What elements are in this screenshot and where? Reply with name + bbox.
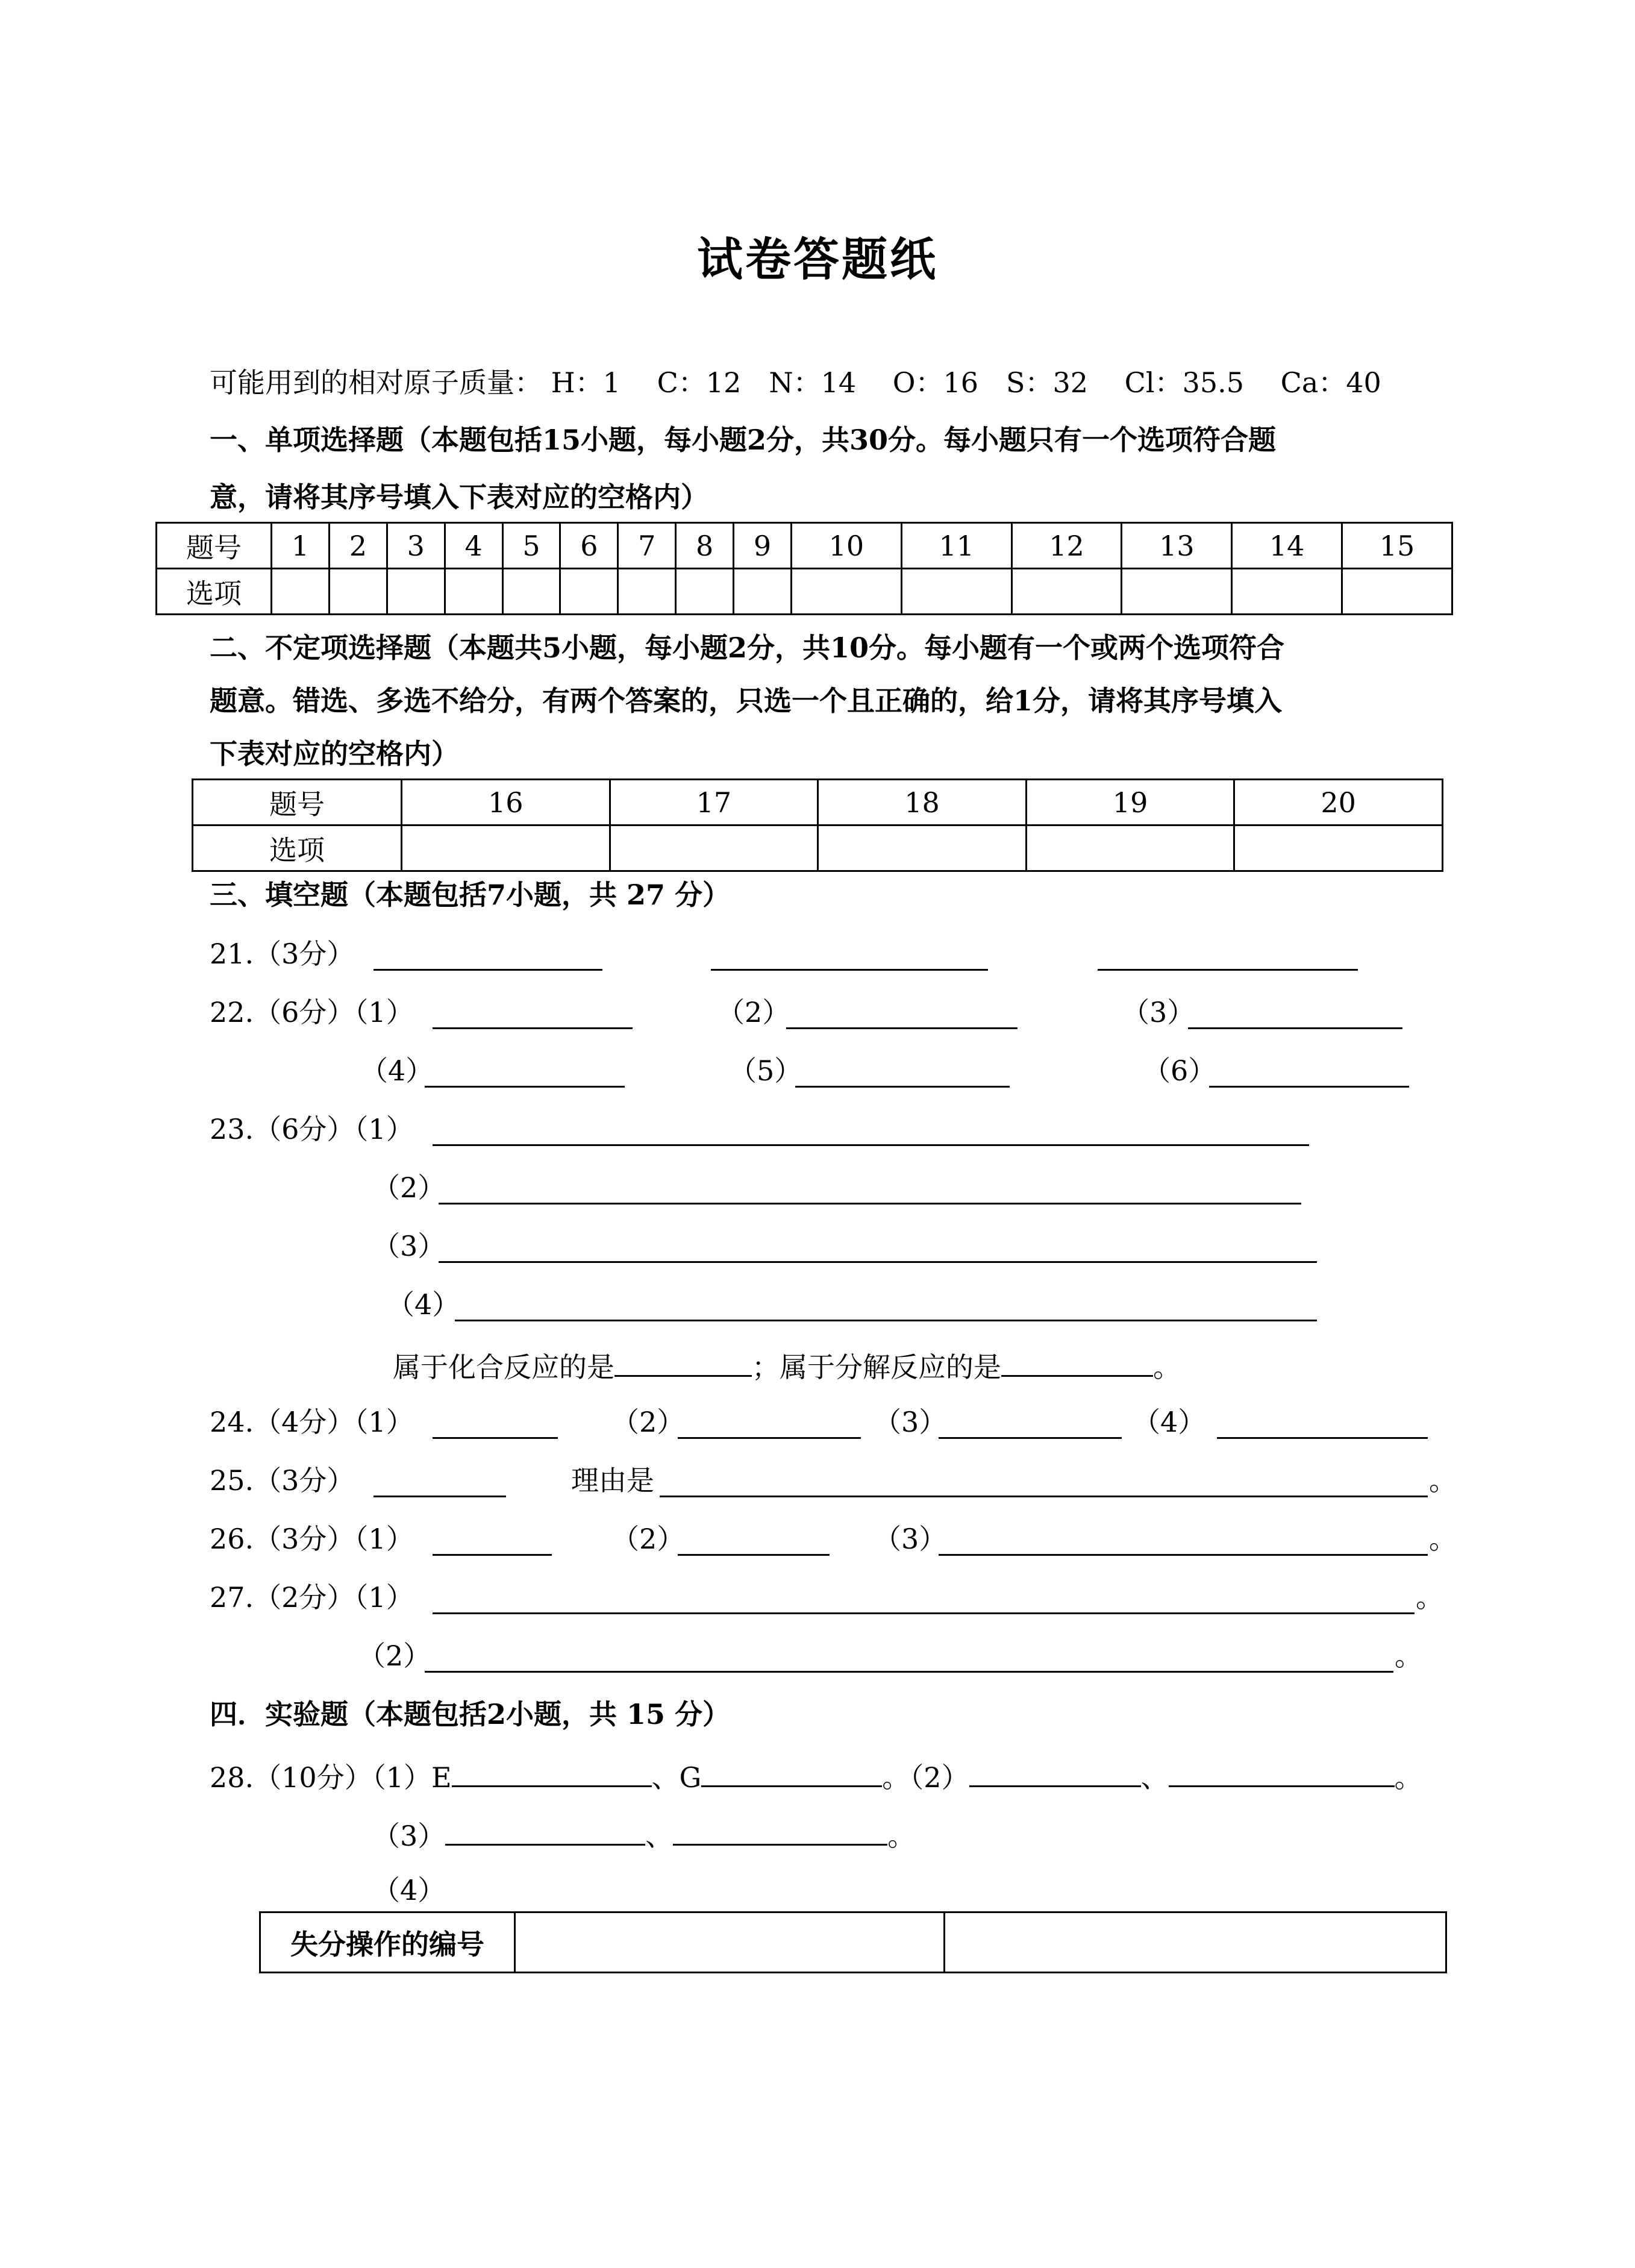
q22-label: 22.（6分）（1） <box>210 996 414 1029</box>
q25-blank-1[interactable] <box>374 1496 506 1497</box>
q24-part4-label: （4） <box>1133 1406 1206 1438</box>
q23-part4-label: （4） <box>387 1288 460 1321</box>
q26-blank-1[interactable] <box>433 1554 552 1556</box>
section1-question-number: 1 <box>272 523 330 569</box>
section1-answer-cell[interactable] <box>618 569 676 615</box>
section1-heading-line1: 一、单项选择题（本题包括15小题，每小题2分，共30分。每小题只有一个选项符合题 <box>210 424 1277 456</box>
section2-question-number: 16 <box>402 780 610 825</box>
section2-answer-cell[interactable] <box>1026 825 1234 871</box>
q23-combination-label: 属于化合反应的是 <box>393 1351 614 1383</box>
q28-sep-2: 、 <box>645 1820 674 1852</box>
q23-decomposition-label: ；属于分解反应的是 <box>752 1351 1001 1383</box>
section1-answer-cell[interactable] <box>272 569 330 615</box>
q28-lost-points-cell-1[interactable] <box>515 1912 945 1973</box>
q28-lost-points-row <box>260 1912 1446 1973</box>
q28-g-label: 、G <box>651 1761 702 1794</box>
section3-heading: 三、填空题（本题包括7小题，共 27 分） <box>210 879 731 911</box>
q24-blank-1[interactable] <box>433 1437 558 1439</box>
q28-label: 28.（10分）（1）E <box>210 1761 452 1794</box>
section2-answer-cell[interactable] <box>402 825 610 871</box>
q23-label: 23.（6分）（1） <box>210 1113 414 1145</box>
q22-blank-1[interactable] <box>433 1027 633 1029</box>
section1-answer-cell[interactable] <box>792 569 902 615</box>
q23-blank-1[interactable] <box>433 1144 1309 1146</box>
section1-question-number: 5 <box>502 523 560 569</box>
q22-part3-label: （3） <box>1122 996 1195 1029</box>
section1-answer-cell[interactable] <box>734 569 792 615</box>
section2-question-number: 17 <box>610 780 818 825</box>
q26-blank-3[interactable] <box>939 1554 1428 1556</box>
q27-part2-label: （2） <box>358 1640 431 1672</box>
q22-part5-label: （5） <box>729 1054 802 1087</box>
q21-label: 21.（3分） <box>210 938 355 970</box>
q24-part2-label: （2） <box>611 1406 685 1438</box>
q23-combination-blank[interactable] <box>614 1345 752 1377</box>
section1-answer-cell[interactable] <box>502 569 560 615</box>
section2-number-row <box>193 780 1443 825</box>
section1-row-header-num: 题号 <box>157 523 272 569</box>
q28-period-1: 。 <box>1394 1761 1422 1794</box>
q22-blank-3[interactable] <box>1188 1027 1402 1029</box>
q26-part2-label: （2） <box>611 1523 685 1555</box>
section1-answer-cell[interactable] <box>445 569 502 615</box>
q23-reaction-line <box>393 1345 1181 1385</box>
section2-heading-line3: 下表对应的空格内） <box>210 738 459 770</box>
page-title: 试卷答题纸 <box>697 233 938 286</box>
section2-row-header-num: 题号 <box>193 780 402 825</box>
section1-answer-cell[interactable] <box>1232 569 1342 615</box>
q28-part2-blank-1[interactable] <box>969 1755 1141 1787</box>
q28-part3-blank-2[interactable] <box>673 1814 887 1846</box>
section2-question-number: 19 <box>1026 780 1234 825</box>
section1-question-number: 7 <box>618 523 676 569</box>
section1-answer-cell[interactable] <box>901 569 1011 615</box>
section1-question-number: 4 <box>445 523 502 569</box>
q28-part2-label: 。（2） <box>882 1761 969 1794</box>
atomic-masses: 可能用到的相对原子质量： H：1 C：12 N：14 O：16 S：32 Cl：35.5 Ca：40 <box>210 366 1381 399</box>
q26-blank-2[interactable] <box>678 1554 830 1556</box>
q26-period: 。 <box>1429 1523 1457 1555</box>
section1-answer-cell[interactable] <box>1122 569 1232 615</box>
q24-blank-4[interactable] <box>1217 1437 1428 1439</box>
q25-reason-label: 理由是 <box>571 1464 654 1497</box>
q28-lost-points-table <box>259 1911 1447 1973</box>
q23-part2-label: （2） <box>372 1171 446 1204</box>
q22-blank-4[interactable] <box>425 1086 625 1088</box>
section1-question-number: 14 <box>1232 523 1342 569</box>
q21-blank-3[interactable] <box>1098 969 1358 971</box>
section2-answer-cell[interactable] <box>1234 825 1443 871</box>
section2-answer-cell[interactable] <box>610 825 818 871</box>
q28-g-blank[interactable] <box>701 1755 882 1787</box>
q22-blank-6[interactable] <box>1209 1086 1409 1088</box>
section1-question-number: 12 <box>1011 523 1122 569</box>
section1-question-number: 8 <box>676 523 734 569</box>
q22-part4-label: （4） <box>360 1054 434 1087</box>
section2-answer-table <box>192 778 1443 872</box>
section1-question-number: 11 <box>901 523 1011 569</box>
q28-sep-1: 、 <box>1140 1761 1169 1794</box>
section2-heading-line2: 题意。错选、多选不给分，有两个答案的，只选一个且正确的，给1分，请将其序号填入 <box>210 684 1283 717</box>
section1-answer-cell[interactable] <box>1342 569 1452 615</box>
section1-answer-cell[interactable] <box>560 569 618 615</box>
q28-period-2: 。 <box>887 1820 916 1852</box>
q25-period: 。 <box>1429 1464 1457 1497</box>
q23-blank-3[interactable] <box>439 1261 1317 1263</box>
section1-question-number: 2 <box>329 523 387 569</box>
section1-question-number: 15 <box>1342 523 1452 569</box>
q28-part4-label: （4） <box>372 1874 446 1906</box>
section1-heading-line2: 意，请将其序号填入下表对应的空格内） <box>210 481 708 513</box>
section2-answer-cell[interactable] <box>818 825 1027 871</box>
q22-blank-2[interactable] <box>786 1027 1018 1029</box>
q27-label: 27.（2分）（1） <box>210 1581 414 1614</box>
section2-option-row <box>193 825 1443 871</box>
q27-period-1: 。 <box>1416 1581 1443 1614</box>
q27-blank-1[interactable] <box>433 1612 1415 1614</box>
section1-question-number: 10 <box>792 523 902 569</box>
q23-part3-label: （3） <box>372 1230 446 1262</box>
q28-line1 <box>210 1755 1422 1796</box>
q28-e-blank[interactable] <box>452 1755 652 1787</box>
section1-answer-cell[interactable] <box>676 569 734 615</box>
q21-blank-1[interactable] <box>374 969 602 971</box>
section1-number-row <box>157 523 1452 569</box>
section1-question-number: 9 <box>734 523 792 569</box>
section2-heading-line1: 二、不定项选择题（本题共5小题，每小题2分，共10分。每小题有一个或两个选项符合 <box>210 631 1285 664</box>
q24-blank-2[interactable] <box>678 1437 861 1439</box>
section1-answer-cell[interactable] <box>1011 569 1122 615</box>
q26-part3-label: （3） <box>874 1523 947 1555</box>
q22-part2-label: （2） <box>717 996 790 1029</box>
q23-decomposition-blank[interactable] <box>1001 1345 1153 1377</box>
section4-heading: 四．实验题（本题包括2小题，共 15 分） <box>210 1698 731 1731</box>
q28-part2-blank-2[interactable] <box>1169 1755 1395 1787</box>
q23-period: 。 <box>1153 1351 1181 1383</box>
section1-option-row <box>157 569 1452 615</box>
q28-part3-blank-1[interactable] <box>445 1814 645 1846</box>
section1-answer-cell[interactable] <box>387 569 445 615</box>
q24-label: 24.（4分）（1） <box>210 1406 414 1438</box>
section1-question-number: 3 <box>387 523 445 569</box>
q23-blank-2[interactable] <box>439 1203 1301 1204</box>
q27-period-2: 。 <box>1395 1640 1422 1672</box>
q28-part3-label: （3） <box>372 1820 446 1852</box>
section2-question-number: 18 <box>818 780 1027 825</box>
section1-row-header-opt: 选项 <box>157 569 272 615</box>
q24-blank-3[interactable] <box>939 1437 1122 1439</box>
q27-blank-2[interactable] <box>425 1671 1393 1673</box>
section2-question-number: 20 <box>1234 780 1443 825</box>
q24-part3-label: （3） <box>874 1406 947 1438</box>
q28-line2 <box>372 1814 915 1854</box>
section1-question-number: 6 <box>560 523 618 569</box>
q28-lost-points-cell-2[interactable] <box>945 1912 1446 1973</box>
q23-blank-4[interactable] <box>455 1320 1317 1321</box>
q26-label: 26.（3分）（1） <box>210 1523 414 1555</box>
q25-reason-blank[interactable] <box>660 1496 1428 1497</box>
q22-blank-5[interactable] <box>795 1086 1010 1088</box>
section2-row-header-opt: 选项 <box>193 825 402 871</box>
q21-blank-2[interactable] <box>711 969 988 971</box>
q25-label: 25.（3分） <box>210 1464 355 1497</box>
section1-answer-cell[interactable] <box>329 569 387 615</box>
section1-question-number: 13 <box>1122 523 1232 569</box>
q28-lost-points-label: 失分操作的编号 <box>260 1912 515 1973</box>
q22-part6-label: （6） <box>1143 1054 1216 1087</box>
section1-answer-table <box>155 522 1453 615</box>
